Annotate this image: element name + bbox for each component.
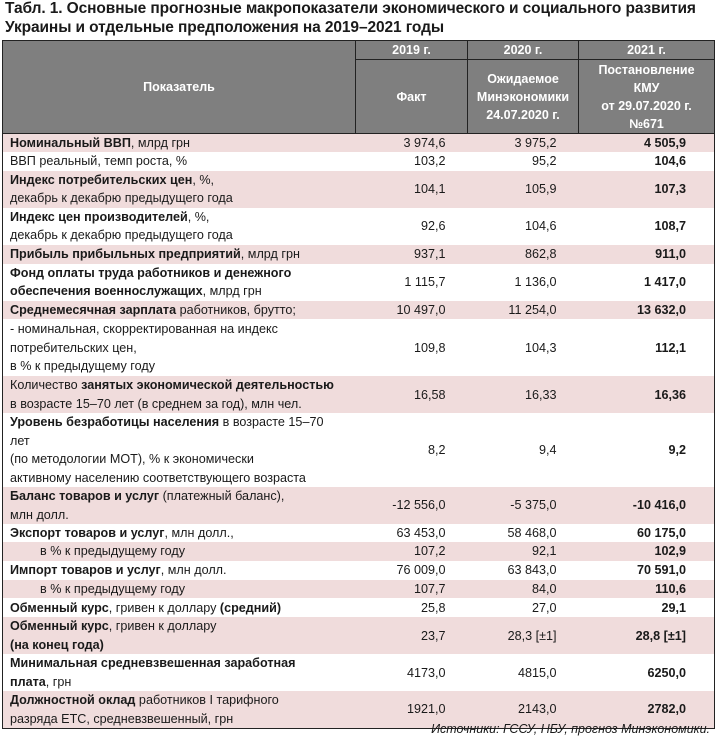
value-2021: 6250,0	[579, 654, 715, 691]
value-2019: 3 974,6	[356, 134, 468, 153]
value-2020: 27,0	[468, 598, 579, 617]
value-2019: 16,58	[356, 376, 468, 413]
value-2020: 4815,0	[468, 654, 579, 691]
value-2021: 13 632,0	[579, 301, 715, 319]
value-2019: 107,2	[356, 542, 468, 560]
value-2021: 104,6	[579, 152, 715, 170]
table-row	[3, 598, 715, 617]
indicator-label: Должностной оклад работников I тарифного разряда ЕТС, средневзвешенный, грн	[3, 691, 356, 728]
value-2021: 1 417,0	[579, 264, 715, 301]
header-expected-mineconomy: Ожидаемое Минэкономики 24.07.2020 г.	[468, 60, 579, 134]
indicator-label: Прибыль прибыльных предприятий, млрд грн	[3, 245, 356, 264]
value-2020: 92,1	[468, 542, 579, 560]
value-2019: 10 497,0	[356, 301, 468, 319]
value-2019: 1 115,7	[356, 264, 468, 301]
indicator-label: в % к предыдущему году	[3, 542, 356, 560]
value-2019: 92,6	[356, 208, 468, 245]
table-row	[3, 413, 715, 487]
value-2021: 70 591,0	[579, 561, 715, 580]
indicator-label: ВВП реальный, темп роста, %	[3, 152, 356, 170]
value-2019: -12 556,0	[356, 487, 468, 524]
value-2019: 109,8	[356, 319, 468, 376]
indicator-label: Количество занятых экономической деятельностью в возрасте 15–70 лет (в среднем за год), млн чел.	[3, 376, 356, 413]
indicator-label: Среднемесячная зарплата работников, брутто;	[3, 301, 356, 319]
value-2021: 102,9	[579, 542, 715, 560]
table-row	[3, 134, 715, 153]
value-2020: 3 975,2	[468, 134, 579, 153]
table-row	[3, 264, 715, 301]
table-row	[3, 152, 715, 170]
value-2019: 107,7	[356, 580, 468, 598]
value-2021: 2782,0	[579, 691, 715, 728]
header-year-2021: 2021 г.	[579, 41, 715, 60]
value-2021: 112,1	[579, 319, 715, 376]
value-2019: 63 453,0	[356, 524, 468, 542]
value-2020: 95,2	[468, 152, 579, 170]
indicator-label: в % к предыдущему году	[3, 580, 356, 598]
value-2019: 104,1	[356, 171, 468, 208]
indicator-label: Фонд оплаты труда работников и денежного обеспечения военнослужащих, млрд грн	[3, 264, 356, 301]
table-row	[3, 245, 715, 264]
value-2019: 8,2	[356, 413, 468, 487]
value-2020: 2143,0	[468, 691, 579, 728]
value-2020: 9,4	[468, 413, 579, 487]
value-2021: -10 416,0	[579, 487, 715, 524]
value-2020: 58 468,0	[468, 524, 579, 542]
value-2021: 9,2	[579, 413, 715, 487]
value-2019: 937,1	[356, 245, 468, 264]
value-2019: 103,2	[356, 152, 468, 170]
table-row	[3, 524, 715, 542]
table-row	[3, 542, 715, 560]
value-2020: 862,8	[468, 245, 579, 264]
header-indicator: Показатель	[3, 41, 356, 134]
value-2020: 11 254,0	[468, 301, 579, 319]
source-note: Источники: ГССУ, НБУ, прогноз Минэкономики.	[431, 722, 710, 736]
value-2020: 84,0	[468, 580, 579, 598]
table-title-line-2: Украины и отдельные предположения на 2019–2021 годы	[5, 19, 444, 36]
value-2021: 110,6	[579, 580, 715, 598]
value-2021: 29,1	[579, 598, 715, 617]
value-2019: 76 009,0	[356, 561, 468, 580]
indicator-label: - номинальная, скорректированная на индекс потребительских цен, в % к предыдущему году	[3, 319, 356, 376]
value-2020: 105,9	[468, 171, 579, 208]
table-row	[3, 580, 715, 598]
indicator-label: Экспорт товаров и услуг, млн долл.,	[3, 524, 356, 542]
value-2021: 16,36	[579, 376, 715, 413]
value-2019: 1921,0	[356, 691, 468, 728]
value-2021: 28,8 [±1]	[579, 617, 715, 654]
value-2021: 4 505,9	[579, 134, 715, 153]
indicator-label: Минимальная средневзвешенная заработная плата, грн	[3, 654, 356, 691]
indicator-label: Обменный курс, гривен к доллару (на конец года)	[3, 617, 356, 654]
value-2020: 28,3 [±1]	[468, 617, 579, 654]
indicator-label: Номинальный ВВП, млрд грн	[3, 134, 356, 153]
table-title-line-1: Табл. 1. Основные прогнозные макропоказатели экономического и социального развития	[5, 0, 696, 17]
value-2021: 60 175,0	[579, 524, 715, 542]
table-row	[3, 171, 715, 208]
indicator-label: Баланс товаров и услуг (платежный баланс), млн долл.	[3, 487, 356, 524]
table-row	[3, 208, 715, 245]
header-fact: Факт	[356, 60, 468, 134]
value-2019: 25,8	[356, 598, 468, 617]
macro-indicators-table	[2, 40, 715, 729]
table-row	[3, 654, 715, 691]
value-2020: -5 375,0	[468, 487, 579, 524]
indicator-label: Обменный курс, гривен к доллару (средний)	[3, 598, 356, 617]
table-row	[3, 617, 715, 654]
value-2019: 23,7	[356, 617, 468, 654]
indicator-label: Индекс цен производителей, %, декабрь к декабрю предыдущего года	[3, 208, 356, 245]
table-row	[3, 376, 715, 413]
table-row	[3, 319, 715, 376]
value-2019: 4173,0	[356, 654, 468, 691]
header-kmu-resolution: Постановление КМУ от 29.07.2020 г. №671	[579, 60, 715, 134]
value-2020: 1 136,0	[468, 264, 579, 301]
header-year-2020: 2020 г.	[468, 41, 579, 60]
value-2021: 108,7	[579, 208, 715, 245]
indicator-label: Уровень безработицы населения в возрасте 15–70 лет (по методологии МОТ), % к экономически активному населению соответствующего возраста	[3, 413, 356, 487]
indicator-label: Импорт товаров и услуг, млн долл.	[3, 561, 356, 580]
table-row	[3, 301, 715, 319]
table-row	[3, 561, 715, 580]
value-2020: 104,3	[468, 319, 579, 376]
indicator-label: Индекс потребительских цен, %, декабрь к декабрю предыдущего года	[3, 171, 356, 208]
value-2021: 107,3	[579, 171, 715, 208]
header-year-2019: 2019 г.	[356, 41, 468, 60]
value-2021: 911,0	[579, 245, 715, 264]
value-2020: 16,33	[468, 376, 579, 413]
value-2020: 63 843,0	[468, 561, 579, 580]
table-row	[3, 487, 715, 524]
value-2020: 104,6	[468, 208, 579, 245]
